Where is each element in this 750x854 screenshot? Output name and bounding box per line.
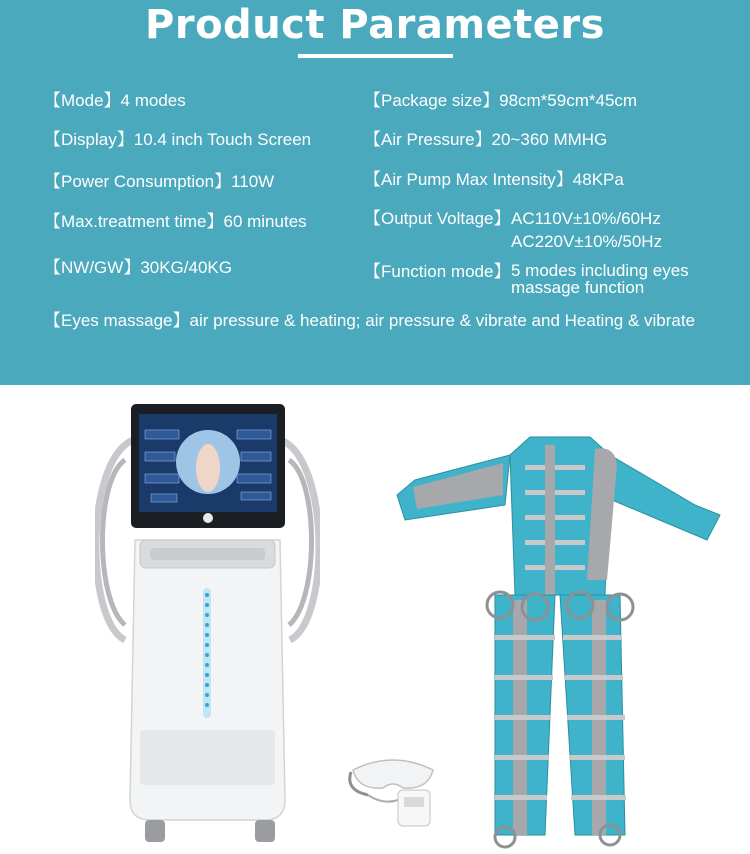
param-function-label: 【Function mode】 — [364, 262, 511, 281]
param-pump: 【Air Pump Max Intensity】48KPa — [364, 170, 624, 189]
param-nw-gw: 【NW/GW】30KG/40KG — [44, 258, 232, 277]
page-title: Product Parameters — [145, 2, 605, 48]
title-underline — [298, 54, 453, 58]
param-voltage-label: 【Output Voltage】 — [364, 209, 511, 228]
param-mode: 【Mode】4 modes — [44, 91, 186, 110]
voltage-110: AC110V±10%/60Hz — [511, 209, 661, 228]
param-max-time: 【Max.treatment time】60 minutes — [44, 212, 307, 231]
voltage-220: AC220V±10%/50Hz — [511, 232, 663, 251]
param-power: 【Power Consumption】110W — [44, 172, 275, 191]
function-line-2: massage function — [511, 278, 645, 297]
param-air-pressure: 【Air Pressure】20~360 MMHG — [364, 130, 608, 149]
param-eyes-massage: 【Eyes massage】air pressure & heating; air pressure & vibrate and Heating & vibrate — [44, 311, 696, 330]
function-line-1: 5 modes including eyes — [511, 261, 689, 280]
param-voltage-values — [511, 209, 662, 252]
param-display: 【Display】10.4 inch Touch Screen — [44, 130, 312, 149]
param-function-values — [511, 262, 689, 296]
suit-image — [395, 435, 725, 850]
param-package: 【Package size】98cm*59cm*45cm — [364, 91, 638, 110]
machine-image — [95, 400, 320, 850]
scallop-edge — [0, 365, 750, 389]
